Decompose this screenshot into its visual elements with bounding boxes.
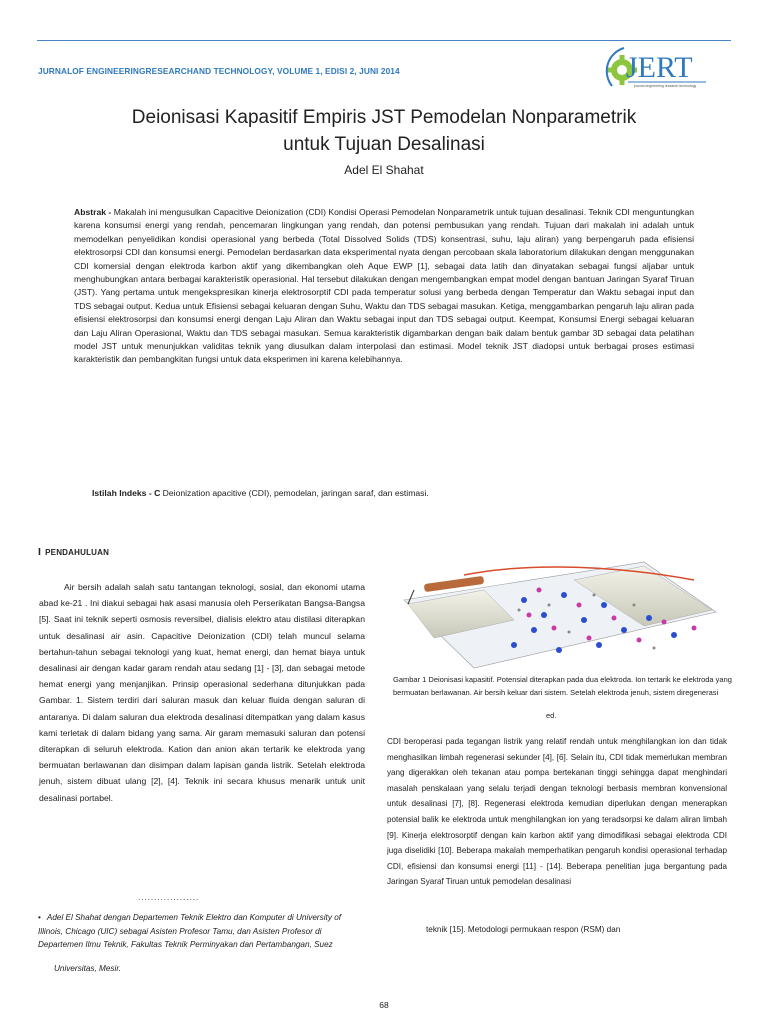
index-terms (92, 488, 429, 498)
footnote-separator: ................... (138, 893, 200, 902)
intro-paragraph-left: Air bersih adalah salah satu tantangan teknologi, sosial, dan ekonomi utama abad ke-21 . Ini diakui sebagai hak asasi manusia oleh Perserikatan Bangsa-Bangsa [5]. Saat ini teknik seperti osmosis reversibel, dialisis elektro atau distilasi diterapkan untuk desalinasi air asin. Capacitive Deionization (CDI) telah muncul selama bertahun-tahun sebagai teknologi yang kuat, hemat energi, dan hemat biaya untuk desalinasi air dengan kadar garam rendah atau sedang [1] - [3], dan sebagai metode hemat energi yang menjanjikan. Prinsip operasional sederhana ditunjukkan pada Gambar. 1. Sistem terdiri dari saluran masuk dan keluar fluida dengan saluran di antaranya. Di dalam saluran dua elektroda desalinasi ditempatkan yang dalam kasus kami terletak di dalam bidang yang sama. Air garam memasuki saluran dan potensi diterapkan di seluruh elektroda. Kation dan anion akan tertarik ke elektroda yang bermuatan berlawanan dan disimpan dalam lapisan ganda listrik. Setelah elektroda jenuh, sistem dibuat ulang [2], [4]. Teknik ini secara khusus menarik untuk unit desalinasi portabel. (39, 582, 365, 803)
abstract-text: Makalah ini mengusulkan Capacitive Deionization (CDI) Kondisi Operasi Pemodelan Nonparametrik untuk tujuan desalinasi. Teknik CDI menguntungkan karena konsumsi energi yang rendah, pencemaran lingkungan yang rendah, dan potensi pembusukan yang rendah. Tujuan dari makalah ini adalah untuk memodelkan penyelidikan kondisi operasional yang berbeda (Total Dissolved Solids (TDS) konsentrasi, suhu, laju aliran) yang berpengaruh pada efisiensi elektrosorpsi CDI dan konsumsi energi. Pemodelan berdasarkan data eksperimental nyata dengan percobaan skala laboratorium dilakukan dengan menggunakan CDI komersial dengan elektroda karbon aktif yang dikembangkan oleh Aque EWP [1], sebagai data latih dan dinyatakan sebagai fungsi aljabar untuk menghubungkan antara berbagai karakteristik operasional. Hal tersebut dilakukan dengan mengembangkan empat model dengan bantuan Jaringan Syaraf Tiruan (JST). Yang pertama untuk mengekspresikan kinerja elektrosorptif CDI pada temperatur solusi yang berbeda dengan Temperatur dan Waktu sebagai input dan TDS sebagai output. Kedua untuk Efisiensi sebagai keluaran dengan Suhu, Waktu dan TDS sebagai masukan. Ketiga, menggambarkan pengaruh laju aliran pada efisiensi elektrosorpsi dan konsumsi energi dengan Laju Aliran dan Waktu sebagai input dan TDS sebagai output. Keempat, Konsumsi Energi sebagai keluaran dan Laju Aliran Operasional, Waktu dan TDS sebagai masukan. Semua karakteristik digambarkan dengan baik dalam bentuk gambar 3D sebagai data pelatihan model JST untuk menunjukkan validitas teknik yang diusulkan dalam interpolasi dan estimasi. Model teknik JST diadopsi untuk berbagai proses estimasi karakteristik dan pembangkitan fungsi untuk data eksperimen ini karena kelebihannya. (74, 207, 695, 365)
cdi-figure (394, 560, 724, 672)
title-line-1: Deionisasi Kapasitif Empiris JST Pemodelan Nonparametrik (131, 107, 637, 128)
footnote-text: Adel El Shahat dengan Departemen Teknik Elektro dan Komputer di University of Illinois, Chicago (UIC) sebagai Asisten Profesor Tamu, dan Asisten Profesor di Departemen Ilmu Teknik, Fakultas Teknik Perminyakan dan Pertambangan, Suez (38, 913, 342, 950)
header-rule (37, 40, 731, 41)
author-footnote (38, 911, 358, 952)
logo-subtext: journal engineering research technology (634, 84, 697, 88)
section-heading (38, 546, 109, 558)
index-terms-text: Deionization apacitive (CDI), pemodelan, jaringan saraf, dan estimasi. (160, 488, 429, 498)
section-title: PENDAHULUAN (45, 548, 110, 557)
journal-header: JURNALOF ENGINEERINGRESEARCHAND TECHNOLOGY, VOLUME 1, EDISI 2, JUNI 2014 (38, 66, 400, 76)
jert-logo (604, 42, 708, 94)
footnote-bullet: • (38, 913, 41, 922)
logo-text: JERT (626, 51, 693, 84)
intro-paragraph-right: CDI beroperasi pada tegangan listrik yang relatif rendah untuk menghilangkan ion dan tidak menghasilkan limbah regenerasi sekunder [4], [6]. Selain itu, CDI tidak memerlukan membran yang digerakkan oleh tekanan atau pompa bertekanan tinggi sehingga dapat menghindari masalah penskalaan yang selalu terjadi dengan teknologi berbasis membran konvensional untuk desalinasi [7], [8]. Regenerasi elektroda kemudian diperlukan dengan menerapkan potensial balik ke elektroda untuk menghilangkan ion yang teradsorpsi ke dalam aliran limbah [9]. Kinerja elektrosorptif dengan kain karbon aktif yang dimodifikasi sebagai elektroda CDI juga diselidiki [10]. Beberapa makalah memperhatikan pengaruh kondisi operasional terhadap CDI, efisiensi dan konsumsi energi [11] - [14]. Beberapa penelitian juga bergantung pada Jaringan Syaraf Tiruan untuk pemodelan desalinasi (387, 737, 727, 887)
section-number: I (38, 546, 42, 558)
abstract (74, 206, 694, 367)
right-column-continuation: teknik [15]. Metodologi permukaan respon (RSM) dan (426, 925, 621, 934)
index-terms-label: Istilah Indeks - C (92, 488, 161, 498)
title-line-2: untuk Tujuan Desalinasi (283, 134, 485, 155)
abstract-label: Abstrak - (74, 207, 112, 217)
figure-caption: Gambar 1 Deionisasi kapasitif. Potensial diterapkan pada dua elektroda. Ion tertarik ke elektroda yang bermuatan berlawanan. Air bersih keluar dari sistem. Setelah elektroda jenuh, sistem diregenerasi (393, 675, 732, 698)
affiliation: Universitas, Mesir. (54, 964, 122, 973)
figure-caption-end: ed. (546, 711, 557, 720)
paper-title (30, 104, 738, 158)
author: Adel El Shahat (344, 163, 424, 177)
page-number: 68 (379, 1000, 389, 1010)
